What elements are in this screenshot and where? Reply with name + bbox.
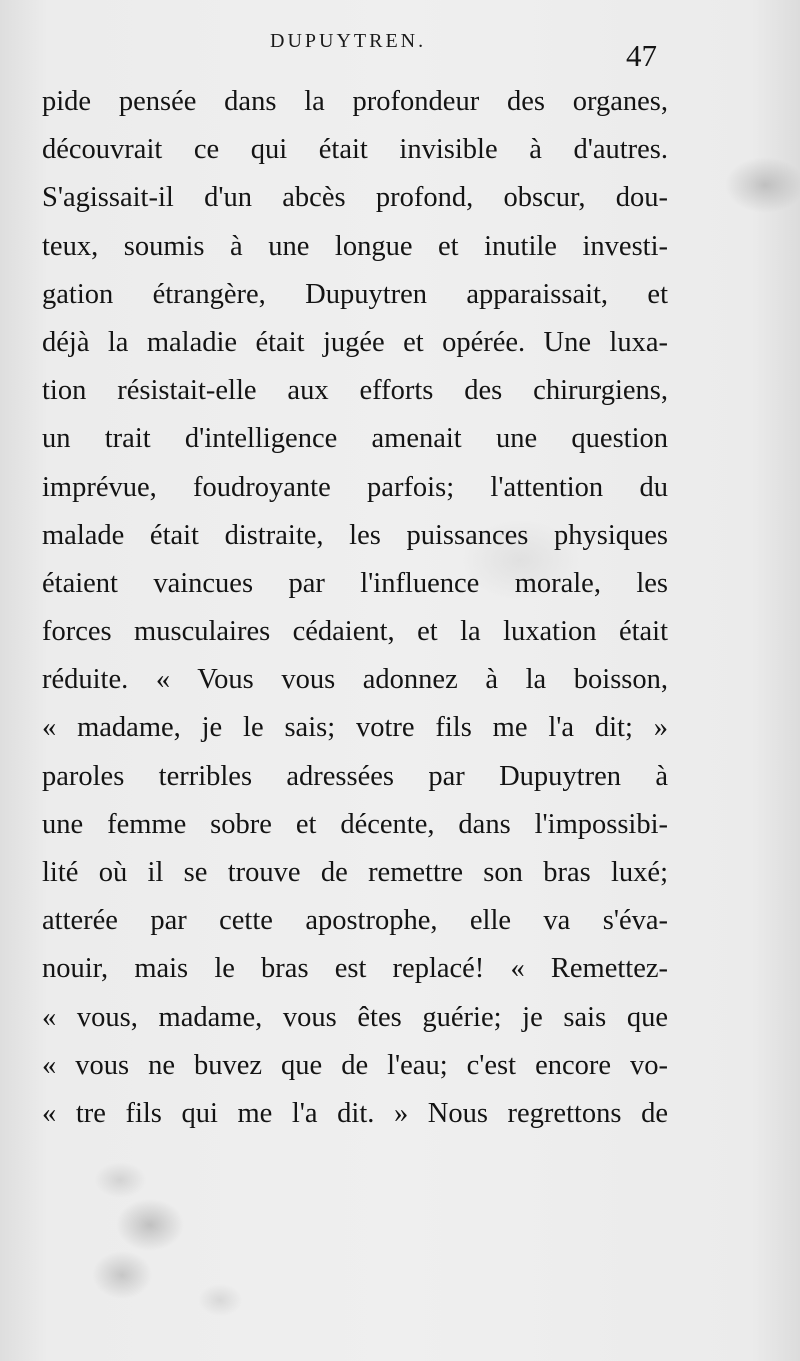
text-line: forces musculaires cédaient, et la luxation était (42, 616, 668, 648)
text-line: déjà la maladie était jugée et opérée. Une luxa- (42, 326, 668, 358)
text-line: tion résistait-elle aux efforts des chirurgiens, (42, 375, 668, 407)
text-line: teux, soumis à une longue et inutile investi- (42, 230, 668, 262)
text-line: S'agissait-il d'un abcès profond, obscur, dou- (42, 182, 668, 214)
text-line: pide pensée dans la profondeur des organes, (42, 86, 668, 117)
text-line: « tre fils qui me l'a dit. » Nous regrettons de (42, 1097, 668, 1129)
text-line: « madame, je le sais; votre fils me l'a dit; » (42, 712, 668, 744)
text-line: découvrait ce qui était invisible à d'autres. (42, 134, 668, 166)
body-text (42, 78, 668, 1138)
page-number: 47 (626, 38, 657, 73)
text-line: gation étrangère, Dupuytren apparaissait, et (42, 278, 668, 310)
text-line: un trait d'intelligence amenait une question (42, 423, 668, 455)
text-line: nouir, mais le bras est replacé! « Remettez- (42, 953, 668, 985)
text-line: lité où il se trouve de remettre son bras luxé; (42, 857, 668, 888)
text-line: « vous ne buvez que de l'eau; c'est encore vo- (42, 1049, 668, 1081)
text-line: étaient vaincues par l'influence morale, les (42, 567, 668, 599)
text-line: réduite. « Vous vous adonnez à la boisson, (42, 664, 668, 696)
running-head: DUPUYTREN. (270, 30, 427, 52)
text-line: malade était distraite, les puissances physiques (42, 519, 668, 551)
text-line: atterée par cette apostrophe, elle va s'éva- (42, 905, 668, 937)
text-line: imprévue, foudroyante parfois; l'attention du (42, 471, 668, 503)
text-line: une femme sobre et décente, dans l'impossibi- (42, 808, 668, 840)
text-line: « vous, madame, vous êtes guérie; je sais que (42, 1001, 668, 1033)
text-line: paroles terribles adressées par Dupuytren à (42, 760, 668, 792)
